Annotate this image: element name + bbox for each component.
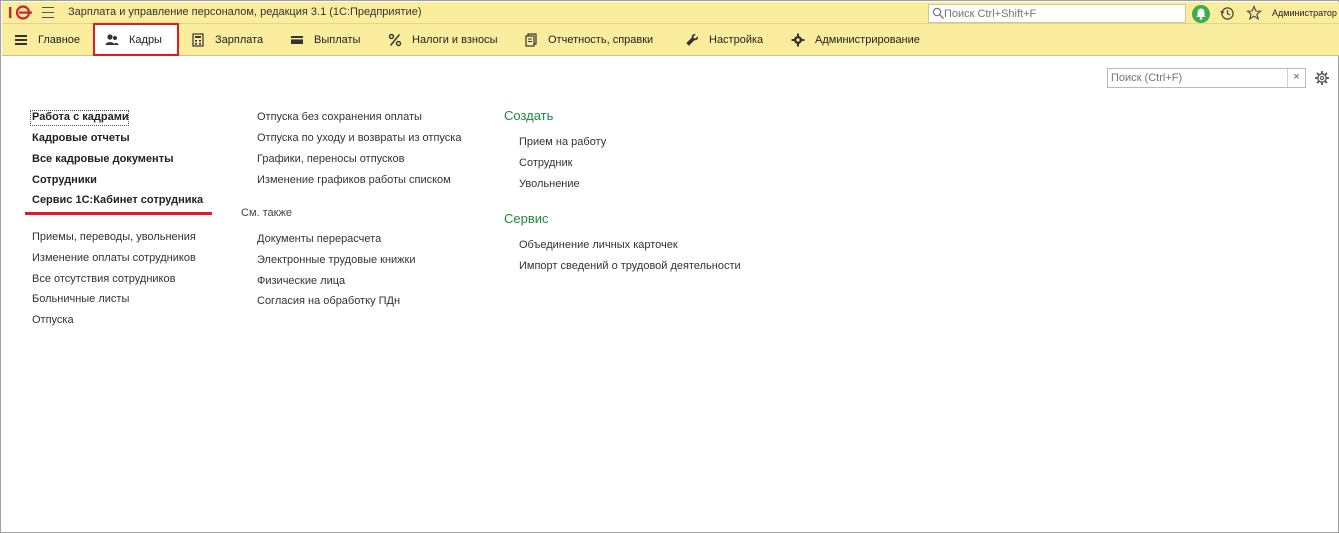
nav-link-electronic-work-books[interactable]: Электронные трудовые книжки [257, 254, 416, 266]
section-taxes[interactable] [388, 24, 498, 56]
logo-1c-icon[interactable] [7, 5, 33, 20]
section-salary[interactable] [191, 24, 263, 56]
history-icon[interactable] [1220, 6, 1235, 21]
section-label: Зарплата [215, 34, 264, 46]
nav-link-merge-personal-cards[interactable]: Объединение личных карточек [519, 239, 678, 251]
nav-link-import-work-activity[interactable]: Импорт сведений о трудовой деятельности [519, 260, 741, 272]
content-search-box[interactable] [1107, 68, 1306, 88]
wrench-icon [685, 33, 699, 47]
nav-link-employee-cabinet-service[interactable]: Сервис 1С:Кабинет сотрудника [32, 194, 204, 206]
nav-link-hr-reports[interactable]: Кадровые отчеты [32, 132, 130, 144]
nav-link-create-dismissal[interactable]: Увольнение [519, 178, 580, 190]
section-label: Выплаты [314, 34, 361, 46]
group-title-service: Сервис [504, 211, 549, 226]
content-search-input[interactable] [1111, 71, 1283, 85]
nav-link-recalculation-documents[interactable]: Документы перерасчета [257, 233, 382, 245]
nav-link-pay-changes[interactable]: Изменение оплаты сотрудников [32, 252, 196, 264]
notification-bell-icon[interactable] [1192, 5, 1210, 23]
nav-link-vacation-schedules[interactable]: Графики, переносы отпусков [257, 153, 405, 165]
section-label: Отчетность, справки [548, 34, 654, 46]
nav-link-create-hire[interactable]: Прием на работу [519, 136, 607, 148]
section-settings[interactable] [685, 24, 763, 56]
section-label: Настройка [709, 34, 764, 46]
nav-link-create-employee[interactable]: Сотрудник [519, 157, 573, 169]
svg-text:1С: 1С [7, 5, 9, 6]
sections-panel [2, 24, 1339, 56]
global-search-box[interactable] [928, 4, 1186, 23]
percent-icon [388, 33, 402, 47]
section-payments[interactable] [290, 24, 360, 56]
section-administration[interactable] [791, 24, 920, 56]
app-title: Зарплата и управление персоналом, редакция 3.1 (1С:Предприятие) [68, 6, 422, 18]
section-main[interactable] [14, 24, 80, 56]
menu-icon [14, 33, 28, 47]
gear-icon [791, 33, 805, 47]
nav-link-unpaid-leave[interactable]: Отпуска без сохранения оплаты [257, 111, 422, 123]
see-also-title: См. также [241, 207, 292, 219]
nav-link-parental-leave[interactable]: Отпуска по уходу и возвраты из отпуска [257, 132, 462, 144]
favorites-star-icon[interactable] [1246, 5, 1262, 21]
main-menu-icon[interactable] [42, 7, 54, 18]
nav-link-data-consents[interactable]: Согласия на обработку ПДн [257, 295, 401, 307]
nav-link-all-hr-documents[interactable]: Все кадровые документы [32, 153, 174, 165]
nav-link-sick-leaves[interactable]: Больничные листы [32, 293, 130, 305]
nav-link-hires-transfers[interactable]: Приемы, переводы, увольнения [32, 231, 196, 243]
section-label: Кадры [129, 33, 162, 46]
nav-link-employees[interactable]: Сотрудники [32, 174, 97, 186]
people-icon [105, 33, 119, 47]
section-label: Администрирование [815, 34, 920, 46]
nav-link-individuals[interactable]: Физические лица [257, 275, 346, 287]
nav-link-vacations[interactable]: Отпуска [32, 314, 74, 326]
group-title-create: Создать [504, 108, 554, 123]
clear-search-button[interactable]: × [1287, 69, 1305, 87]
settings-gear-icon[interactable] [1314, 70, 1330, 86]
reports-icon [524, 33, 538, 47]
title-bar [2, 2, 1339, 24]
nav-link-hr-work[interactable]: Работа с кадрами [32, 111, 129, 123]
highlight-underline [25, 212, 212, 215]
wallet-icon [290, 33, 304, 47]
calculator-icon [191, 33, 205, 47]
section-hr[interactable] [93, 23, 179, 56]
section-reports[interactable] [524, 24, 653, 56]
nav-link-schedule-changes[interactable]: Изменение графиков работы списком [257, 174, 451, 186]
section-label: Главное [38, 34, 81, 46]
section-label: Налоги и взносы [412, 34, 498, 46]
current-user[interactable]: Администратор [1272, 8, 1337, 18]
global-search-input[interactable] [944, 6, 1180, 21]
nav-link-all-absences[interactable]: Все отсутствия сотрудников [32, 273, 176, 285]
